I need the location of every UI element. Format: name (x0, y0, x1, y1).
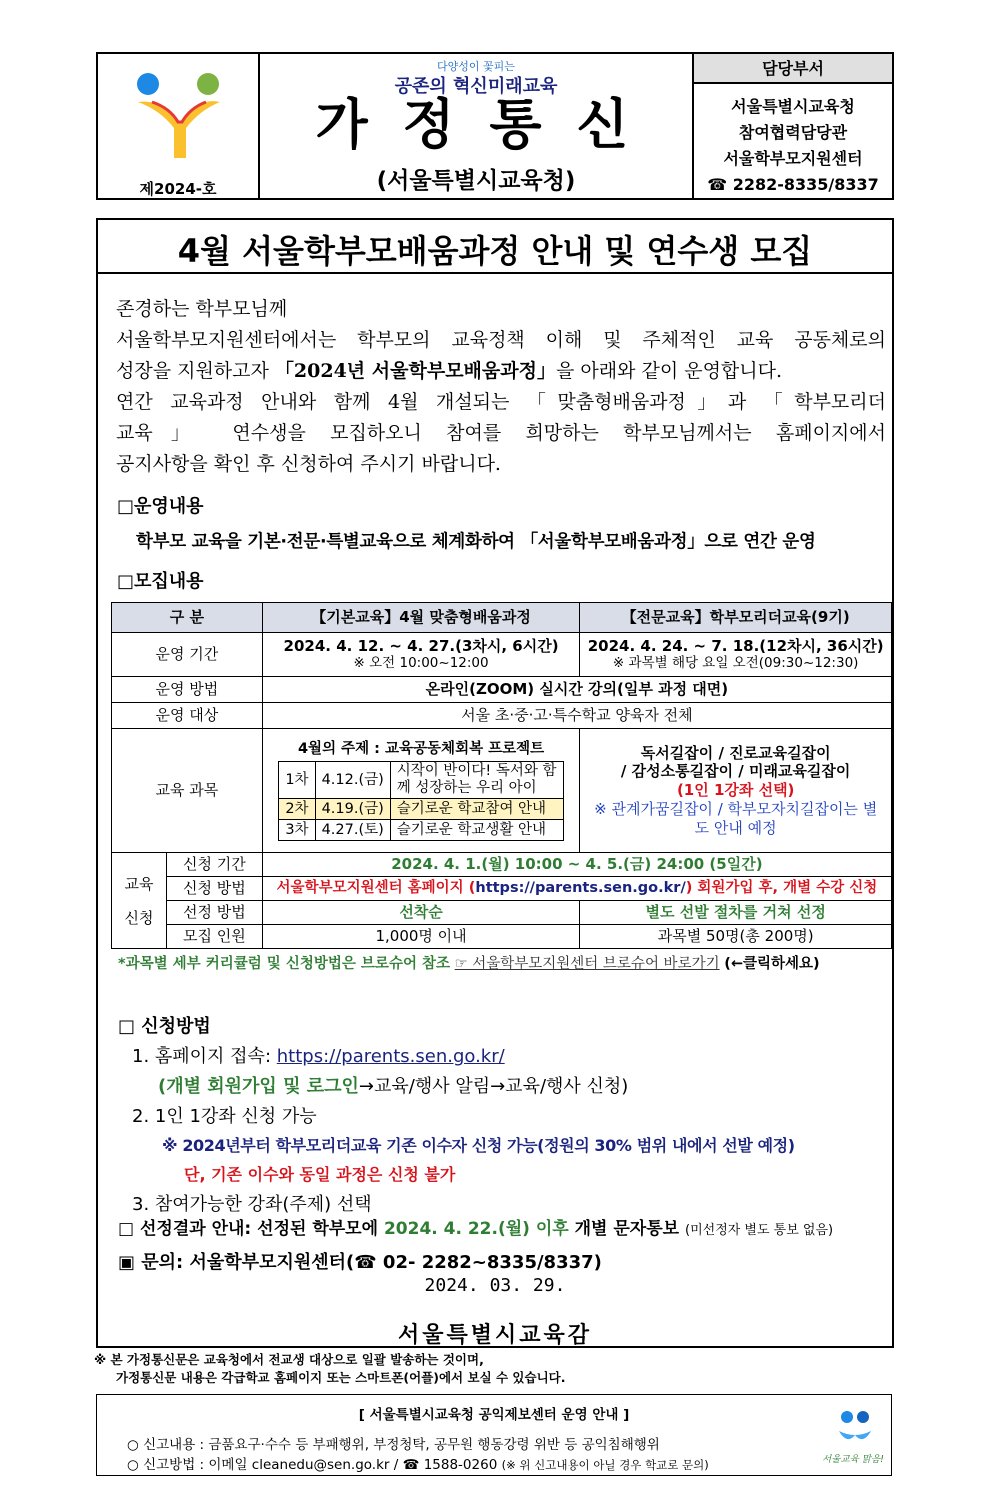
col-basic: 【기본교육】4월 맞춤형배움과정 (262, 603, 580, 633)
header-box (96, 52, 894, 200)
brochure-click: (←클릭하세요) (724, 956, 820, 972)
body-line: 서울학부모지원센터에서는 학부모의 교육정책 이해 및 주체적인 교육 공동체로의 (116, 329, 886, 351)
apply-method: 서울학부모지원센터 홈페이지 (https://parents.sen.go.kr/) 회원가입 후, 개별 수강 신청 (262, 877, 891, 901)
recruit-heading: □모집내용 (117, 571, 204, 592)
quota-basic: 1,000명 이내 (262, 925, 580, 949)
subject-expert: 독서길잡이 / 진로교육길잡이 / 감성소통길잡이 / 미래교육길잡이 (1인 1강좌 선택) ※ 관계가꿈길잡이 / 학부모자치길잡이는 별도 안내 예정 (580, 729, 892, 853)
report-content: ○ 신고내용 : 금품요구·수수 등 부패행위, 부정청탁, 공무원 행동강령 위반 등 공익침해행위 (127, 1437, 660, 1453)
seoul-education-logo (130, 62, 226, 162)
method-value: 온라인(ZOOM) 실시간 강의(일부 과정 대면) (262, 677, 891, 703)
quota-expert: 과목별 50명(총 200명) (580, 925, 892, 949)
subject-label: 교육 과목 (112, 729, 263, 853)
greeting: 존경하는 학부모님께 (116, 298, 288, 320)
session-table (278, 761, 563, 841)
apply-step1: 1. 홈페이지 접속: https://parents.sen.go.kr/ (132, 1046, 505, 1067)
contact-line: ▣ 문의: 서울학부모지원센터(☎ 02- 2282~8335/8337) (118, 1252, 602, 1273)
page-subtitle: (서울특별시교육청) (376, 168, 576, 194)
department-line: 서울학부모지원센터 (723, 149, 863, 168)
footer-title: [ 서울특별시교육청 공익제보센터 운영 안내 ] (358, 1407, 630, 1423)
apply-period: 2024. 4. 1.(월) 10:00 ~ 4. 5.(금) 24:00 (5일간) (262, 853, 891, 877)
select-label: 선정 방법 (166, 901, 262, 925)
department-line: 참여협력담당관 (738, 123, 848, 142)
target-value: 서울 초·중·고·특수학교 양육자 전체 (262, 703, 891, 729)
report-note: (※ 위 신고내용이 아닐 경우 학교로 문의) (501, 1458, 709, 1472)
operation-text: 학부모 교육을 기본·전문·특별교육으로 체계화하여 「서울학부모배움과정」으로 연간 운영 (136, 532, 816, 552)
recruit-table (111, 602, 892, 949)
notice-body (116, 294, 886, 480)
select-expert: 별도 선발 절차를 거쳐 선정 (580, 901, 892, 925)
department-phone: ☎ 2282-8335/8337 (707, 175, 879, 194)
body-line: 연간 교육과정 안내와 함께 4월 개설되는 「맞춤형배움과정」과 「학부모리더 (116, 391, 886, 413)
subject-basic (262, 729, 580, 853)
title-divider (96, 272, 894, 274)
apply-step2-note: ※ 2024년부터 학부모리더교육 기존 이수자 신청 가능(정원의 30% 범위 내에서 선발 예정) (162, 1136, 795, 1155)
apply-method-label: 신청 방법 (166, 877, 262, 901)
brochure-note: *과목별 세부 커리큘럼 및 신청방법은 브로슈어 참조 (118, 956, 451, 972)
apply-group-label: 교육 신청 (112, 853, 167, 949)
quota-label: 모집 인원 (166, 925, 262, 949)
result-line: □ 선정결과 안내: 선정된 학부모에 2024. 4. 22.(월) 이후 개별 문자통보 (미선정자 별도 통보 없음) (118, 1219, 834, 1239)
page-title: 가 정 통 신 (315, 93, 637, 156)
period-expert: 2024. 4. 24. ~ 7. 18.(12차시, 36시간) ※ 과목별 해당 요일 오전(09:30~12:30) (580, 633, 892, 677)
disclaimer-line-2: 가정통신문 내용은 각급학교 홈페이지 또는 스마트폰(어플)에서 보실 수 있습니다. (116, 1370, 566, 1385)
brochure-note-line (118, 952, 820, 973)
apply-step3: 3. 참여가능한 강좌(주제) 선택 (132, 1194, 372, 1215)
body-line: 공지사항을 확인 후 신청하여 주시기 바랍니다. (116, 453, 501, 475)
department-cell (694, 54, 892, 198)
issue-date: 2024. 03. 29. (424, 1275, 566, 1296)
apply-period-label: 신청 기간 (166, 853, 262, 877)
april-theme: 4월의 주제 : 교육공동체회복 프로젝트 (297, 741, 545, 758)
period-label: 운영 기간 (112, 633, 263, 677)
select-basic: 선착순 (262, 901, 580, 925)
signature: 서울특별시교육감 (397, 1323, 593, 1348)
footer-box (96, 1394, 892, 1476)
program-name: 「2024년 서울학부모배움과정」 (274, 360, 556, 382)
disclaimer-line-1: ※ 본 가정통신문은 교육청에서 전교생 대상으로 일괄 발송하는 것이며, (94, 1352, 484, 1367)
apply-heading: □ 신청방법 (118, 1016, 211, 1037)
brochure-link[interactable]: ☞ 서울학부모지원센터 브로슈어 바로가기 (454, 956, 720, 972)
body-line: 교육」 연수생을 모집하오니 참여를 희망하는 학부모님께서는 홈페이지에서 (116, 422, 886, 444)
result-note: (미선정자 별도 통보 없음) (685, 1223, 834, 1238)
report-method-line (127, 1453, 709, 1473)
session-row: 3차 4.27.(토) 슬기로운 학교생활 안내 (279, 819, 563, 840)
session-row: 2차 4.19.(금) 슬기로운 학교참여 안내 (279, 798, 563, 819)
report-method: ○ 신고방법 : 이메일 cleanedu@sen.go.kr / ☎ 1588-0260 (127, 1457, 498, 1473)
apply-step2-warning: 단, 기존 이수와 동일 과정은 신청 불가 (184, 1165, 456, 1184)
body-line: 성장을 지원하고자 「2024년 서울학부모배움과정」을 아래와 같이 운영합니다. (116, 360, 783, 382)
department-label: 담당부서 (694, 54, 892, 84)
method-label: 운영 방법 (112, 677, 263, 703)
title-cell (260, 54, 694, 198)
mascot-text: 서울교육 맑음! (822, 1454, 884, 1465)
apply-step1-detail: (개별 회원가입 및 로그인→교육/행사 알림→교육/행사 신청) (158, 1076, 629, 1097)
homepage-link[interactable]: https://parents.sen.go.kr/ (276, 1046, 505, 1067)
result-date: 2024. 4. 22.(월) 이후 (383, 1219, 569, 1239)
apply-url-link[interactable]: https://parents.sen.go.kr/ (475, 880, 686, 897)
department-line: 서울특별시교육청 (731, 97, 855, 116)
operation-heading: □운영내용 (117, 496, 204, 517)
expert-note: ※ 관계가꿈길잡이 / 학부모자치길잡이는 별도 안내 예정 (594, 799, 878, 837)
target-label: 운영 대상 (112, 703, 263, 729)
one-course-note: (1인 1강좌 선택) (676, 781, 795, 800)
clean-education-mascot-icon (825, 1405, 885, 1449)
session-row: 1차 4.12.(금) 시작이 반이다! 독서와 함께 성장하는 우리 아이 (279, 762, 563, 798)
period-basic: 2024. 4. 12. ~ 4. 27.(3차시, 6시간) ※ 오전 10:00~12:00 (262, 633, 580, 677)
apply-step2: 2. 1인 1강좌 신청 가능 (132, 1106, 317, 1127)
issue-number: 제2024-호 (139, 180, 217, 198)
slogan-small: 다양성이 꽃피는 (437, 60, 515, 73)
col-header: 구 분 (112, 603, 263, 633)
notice-title: 4월 서울학부모배움과정 안내 및 연수생 모집 (177, 232, 813, 270)
slogan-main: 공존의 혁신미래교육 (394, 76, 558, 97)
col-expert: 【전문교육】학부모리더교육(9기) (580, 603, 892, 633)
logo-cell (98, 54, 260, 198)
